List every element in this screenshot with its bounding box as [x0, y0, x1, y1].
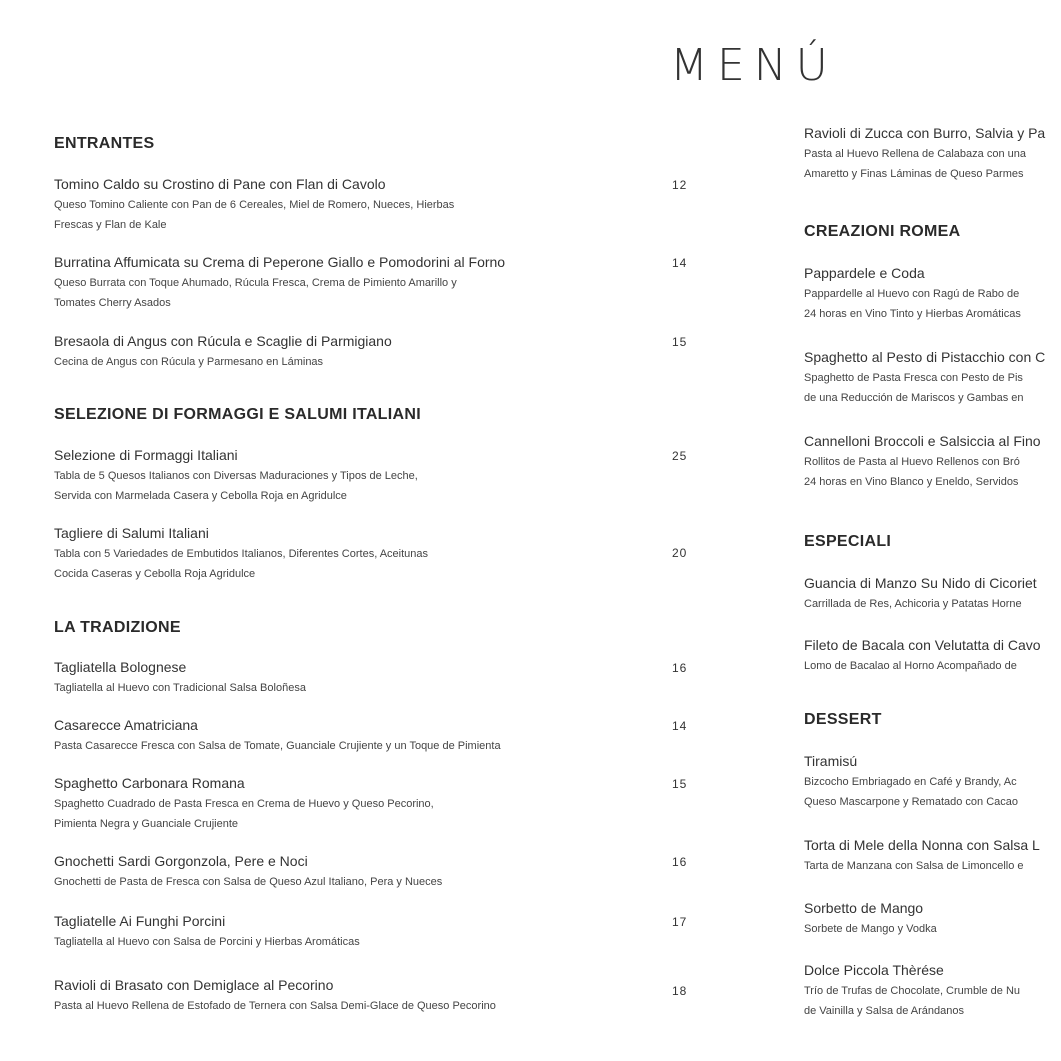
menu-item — [54, 852, 442, 892]
item-description-line: Pasta al Huevo Rellena de Estofado de Ternera con Salsa Demi-Glace de Queso Pecorino — [54, 1000, 496, 1012]
menu-item — [804, 348, 1045, 408]
item-price: 16 — [672, 661, 688, 675]
item-name: Spaghetto al Pesto di Pistacchio con C — [804, 349, 1046, 365]
item-name: Ravioli di Brasato con Demiglace al Pecorino — [54, 977, 334, 993]
item-description-line: Cocida Caseras y Cebolla Roja Agridulce — [54, 568, 256, 580]
item-description-line: Lomo de Bacalao al Horno Acompañado de — [804, 660, 1017, 672]
menu-item — [54, 332, 392, 372]
menu-item — [54, 524, 428, 584]
item-price: 14 — [672, 719, 688, 733]
item-description-line: Tarta de Manzana con Salsa de Limoncello e — [804, 860, 1024, 872]
item-description-line: Servida con Marmelada Casera y Cebolla Roja en Agridulce — [54, 490, 347, 502]
item-description — [804, 772, 1018, 812]
item-name: Bresaola di Angus con Rúcula e Scaglie di Parmigiano — [54, 333, 392, 349]
item-description-line: Trío de Trufas de Chocolate, Crumble de Nu — [804, 985, 1021, 997]
item-description — [804, 144, 1045, 184]
menu-item — [804, 574, 1037, 614]
item-description-line: Pasta al Huevo Rellena de Calabaza con una — [804, 148, 1026, 160]
section-heading-especiali: ESPECIALI — [804, 533, 892, 550]
item-description-line: Spaghetto Cuadrado de Pasta Fresca en Crema de Huevo y Queso Pecorino, — [54, 798, 434, 810]
menu-item — [804, 961, 1020, 1021]
item-description — [54, 794, 434, 834]
item-description — [804, 919, 937, 939]
menu-item — [804, 836, 1040, 876]
section-heading-entrantes: ENTRANTES — [54, 135, 155, 152]
item-name: Tagliere di Salumi Italiani — [54, 525, 209, 541]
section-heading-la-tradizione: LA TRADIZIONE — [54, 619, 181, 636]
item-description — [54, 932, 360, 952]
item-name: Tagliatella Bolognese — [54, 659, 187, 675]
item-price: 25 — [672, 449, 688, 463]
menu-item — [54, 446, 418, 506]
menu-item — [54, 976, 496, 1016]
item-description — [804, 594, 1037, 614]
item-description-line: Tabla con 5 Variedades de Embutidos Italianos, Diferentes Cortes, Aceitunas — [54, 548, 429, 560]
item-description — [54, 195, 454, 235]
item-description-line: Pappardelle al Huevo con Ragú de Rabo de — [804, 288, 1020, 300]
item-description — [54, 736, 501, 756]
item-name: Torta di Mele della Nonna con Salsa L — [804, 837, 1040, 853]
item-price: 12 — [672, 178, 688, 192]
item-description-line: de una Reducción de Mariscos y Gambas en — [804, 392, 1024, 404]
item-name: Selezione di Formaggi Italiani — [54, 447, 238, 463]
item-description-line: Cecina de Angus con Rúcula y Parmesano en Láminas — [54, 356, 324, 368]
item-price: 16 — [672, 855, 688, 869]
item-description-line: Pasta Casarecce Fresca con Salsa de Tomate, Guanciale Crujiente y un Toque de Pimienta — [54, 740, 501, 752]
menu-item — [804, 636, 1041, 676]
item-description-line: Sorbete de Mango y Vodka — [804, 923, 937, 935]
item-name: Casarecce Amatriciana — [54, 717, 198, 733]
item-price: 15 — [672, 777, 688, 791]
item-price: 20 — [672, 546, 688, 560]
item-price: 14 — [672, 256, 688, 270]
item-name: Fileto de Bacala con Velutatta di Cavo — [804, 637, 1041, 653]
item-description — [54, 996, 496, 1016]
item-description-line: Carrillada de Res, Achicoria y Patatas Horne — [804, 598, 1022, 610]
menu-item — [804, 752, 1018, 812]
item-description-line: Queso Burrata con Toque Ahumado, Rúcula Fresca, Crema de Pimiento Amarillo y — [54, 277, 457, 289]
item-price: 15 — [672, 335, 688, 349]
item-description-line: Frescas y Flan de Kale — [54, 219, 167, 231]
menu-item — [54, 912, 360, 952]
item-description-line: Spaghetto de Pasta Fresca con Pesto de Pis — [804, 372, 1023, 384]
item-description-line: Tabla de 5 Quesos Italianos con Diversas Maduraciones y Tipos de Leche, — [54, 470, 418, 482]
menu-title: MENÚ — [670, 40, 837, 91]
item-name: Pappardele e Coda — [804, 265, 925, 281]
item-price: 17 — [672, 915, 688, 929]
item-name: Dolce Piccola Thèrése — [804, 962, 944, 978]
item-description-line: de Vainilla y Salsa de Arándanos — [804, 1005, 965, 1017]
item-name: Guancia di Manzo Su Nido di Cicoriet — [804, 575, 1037, 591]
item-name: Cannelloni Broccoli e Salsiccia al Fino — [804, 433, 1041, 449]
menu-item — [54, 658, 306, 698]
item-description-line: Bizcocho Embriagado en Café y Brandy, Ac — [804, 776, 1017, 788]
menu-item — [54, 175, 454, 235]
menu-item — [804, 124, 1045, 184]
section-heading-selezione-di-formaggi-e-salumi-italiani: SELEZIONE DI FORMAGGI E SALUMI ITALIANI — [54, 406, 421, 423]
item-description — [54, 544, 428, 584]
item-description — [804, 284, 1021, 324]
item-description — [804, 452, 1041, 492]
item-description — [804, 981, 1020, 1021]
item-name: Tomino Caldo su Crostino di Pane con Flan di Cavolo — [54, 176, 386, 192]
item-name: Spaghetto Carbonara Romana — [54, 775, 245, 791]
menu-item — [54, 774, 434, 834]
item-description-line: 24 horas en Vino Tinto y Hierbas Aromáticas — [804, 308, 1021, 320]
item-price: 18 — [672, 984, 688, 998]
item-description-line: Queso Tomino Caliente con Pan de 6 Cereales, Miel de Romero, Nueces, Hierbas — [54, 199, 455, 211]
menu-item — [804, 264, 1021, 324]
section-heading-dessert: DESSERT — [804, 711, 882, 728]
menu-item — [804, 899, 937, 939]
section-heading-creazioni-romea: CREAZIONI ROMEA — [804, 223, 961, 240]
item-description — [54, 872, 442, 892]
item-description — [804, 856, 1040, 876]
item-name: Tagliatelle Ai Funghi Porcini — [54, 913, 226, 929]
item-description-line: Pimienta Negra y Guanciale Crujiente — [54, 818, 239, 830]
menu-item — [804, 432, 1041, 492]
menu-item — [54, 716, 501, 756]
item-description — [54, 466, 418, 506]
item-description-line: Tomates Cherry Asados — [54, 297, 171, 309]
item-name: Gnochetti Sardi Gorgonzola, Pere e Noci — [54, 853, 308, 869]
item-description-line: 24 horas en Vino Blanco y Eneldo, Servidos — [804, 476, 1019, 488]
item-name: Ravioli di Zucca con Burro, Salvia y Pa — [804, 125, 1046, 141]
menu-item — [54, 253, 505, 313]
item-description-line: Tagliatella al Huevo con Salsa de Porcini y Hierbas Aromáticas — [54, 936, 360, 948]
item-name: Burratina Affumicata su Crema di Peperone Giallo e Pomodorini al Forno — [54, 254, 506, 270]
item-description-line: Tagliatella al Huevo con Tradicional Salsa Boloñesa — [54, 682, 306, 694]
item-description-line: Rollitos de Pasta al Huevo Rellenos con Bró — [804, 456, 1020, 468]
item-description — [54, 273, 505, 313]
item-description — [804, 368, 1045, 408]
item-description — [54, 678, 306, 698]
item-name: Tiramisú — [804, 753, 858, 769]
item-description — [54, 352, 392, 372]
item-description-line: Gnochetti de Pasta de Fresca con Salsa de Queso Azul Italiano, Pera y Nueces — [54, 876, 443, 888]
item-description — [804, 656, 1041, 676]
item-description-line: Amaretto y Finas Láminas de Queso Parmes — [804, 168, 1024, 180]
item-name: Sorbetto de Mango — [804, 900, 924, 916]
item-description-line: Queso Mascarpone y Rematado con Cacao — [804, 796, 1019, 808]
